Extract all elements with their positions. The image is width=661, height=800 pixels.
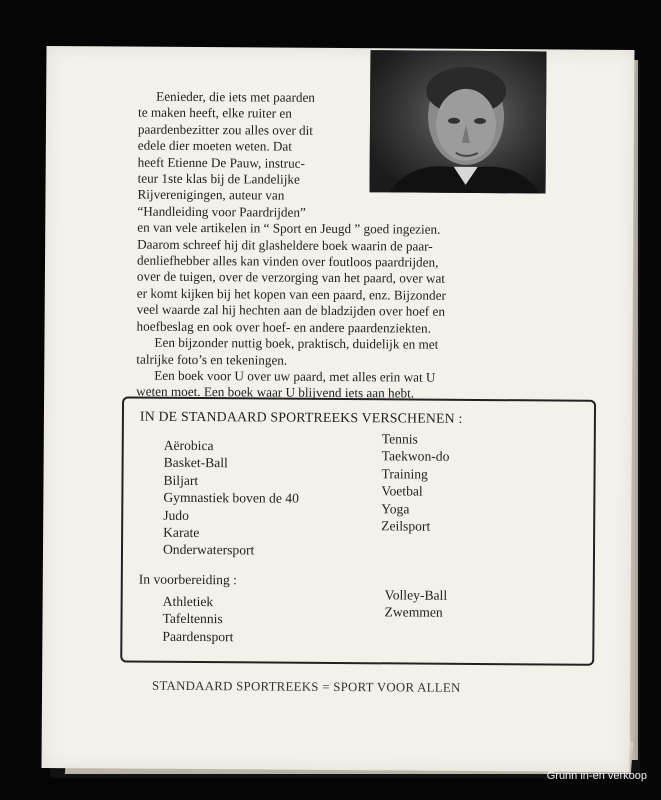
list-item: Taekwon-do [381,448,450,465]
blurb-line: te maken heeft, elke ruiter en [138,105,292,122]
blurb-line: Daarom schreef hij dit glasheldere boek waarin de paar- [137,236,433,254]
series-box-title: IN DE STANDAARD SPORTREEKS VERSCHENEN : [139,408,463,426]
series-slogan: STANDAARD SPORTREEKS = SPORT VOOR ALLEN [152,678,461,695]
list-item: Karate [163,524,200,541]
list-item: Zeilsport [381,518,431,534]
list-item: Tafeltennis [162,611,223,627]
blurb-line: “Handleiding voor Paardrijden” [137,203,306,220]
blurb-line: over de tuigen, over de verzorging van het paard, over wat [136,269,446,287]
list-item: Volley-Ball [384,587,448,603]
blurb-line: edele dier moeten weten. Dat [137,137,293,154]
list-item: Judo [163,507,189,523]
author-blurb [136,89,628,404]
blurb-line: talrijke foto’s en tekeningen. [136,351,288,368]
list-item: Training [381,466,428,482]
upcoming-list-right [385,586,448,621]
published-list-right [381,430,449,535]
list-item: Basket-Ball [163,455,228,471]
list-item: Zwemmen [384,604,443,621]
upcoming-label: In voorbereiding : [138,571,238,588]
blurb-line: hoefbeslag en ook over hoef- en andere paardenziekten. [136,318,431,336]
list-item: Gymnastiek boven de 40 [163,490,299,506]
list-item: Biljart [163,472,199,488]
blurb-line: Rijverenigingen, auteur van [137,187,285,204]
blurb-line: teur 1ste klas bij de Landelijke [137,170,300,187]
blurb-line: Een boek voor U over uw paard, met alles erin wat U [154,367,436,385]
list-item: Athletiek [162,593,214,610]
blurb-line: denliefhebber alles kan vinden over foutloos paardrijden, [136,252,439,270]
blurb-line: Eenieder, die iets met paarden [156,88,315,105]
blurb-line: Een bijzonder nuttig boek, praktisch, duidelijk en met [154,334,439,352]
blurb-line: er komt kijken bij het kopen van een paard, enz. Bijzonder [136,285,446,303]
blurb-line: veel waarde zal hij hechten aan de bladzijden over hoef en [136,301,446,320]
blurb-line: weten moet. Een boek waar U blijvend iets aan hebt. [136,383,415,401]
upcoming-list-left [162,593,233,646]
list-item: Voetbal [381,483,423,499]
seller-watermark: Grunn in-en verkoop [546,770,647,782]
published-list-left [163,437,299,560]
series-box [120,396,596,665]
list-item: Aërobica [163,437,214,454]
blurb-beside-photo [137,89,362,222]
list-item: Yoga [381,500,410,517]
list-item: Onderwatersport [162,542,255,558]
book-back-cover [41,46,634,772]
blurb-line: en van vele artikelen in “ Sport en Jeugd ” goed ingezien. [137,219,441,237]
list-item: Paardensport [162,628,234,645]
blurb-line: paardenbezitter zou alles over dit [137,121,314,138]
list-item: Tennis [381,431,418,447]
blurb-line: heeft Etienne De Pauw, instruc- [137,154,306,171]
